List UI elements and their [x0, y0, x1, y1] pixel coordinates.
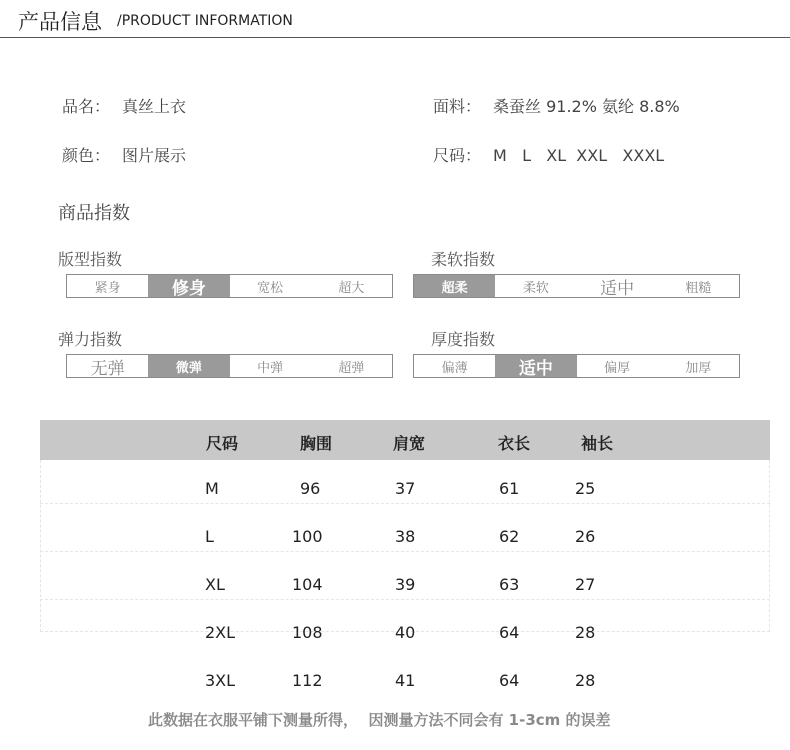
table-cell: 62	[499, 527, 520, 546]
table-cell: 25	[575, 479, 596, 498]
table-row-divider	[40, 503, 770, 504]
table-header-shoulder: 肩宽	[393, 434, 426, 453]
table-cell: XL	[205, 575, 225, 594]
info-fabric-label: 面料：	[433, 97, 482, 116]
table-cell: 41	[395, 671, 416, 690]
fit-option: 紧身	[94, 280, 121, 296]
info-size-label: 尺码：	[433, 146, 482, 165]
info-size-value: M L XL XXL XXXL	[493, 146, 665, 165]
table-cell: 100	[292, 527, 323, 546]
thickness-option: 加厚	[685, 360, 712, 376]
table-cell: 108	[292, 623, 323, 642]
table-cell: 64	[499, 623, 520, 642]
info-name-value: 真丝上衣	[122, 97, 187, 116]
table-cell: 64	[499, 671, 520, 690]
info-fabric-value: 桑蚕丝 91.2% 氨纶 8.8%	[493, 97, 680, 116]
fit-index-label: 版型指数	[58, 250, 123, 269]
elasticity-index-label: 弹力指数	[58, 330, 123, 349]
thickness-index-label: 厚度指数	[431, 330, 496, 349]
elasticity-option: 超弹	[338, 360, 365, 376]
page-subtitle: /PRODUCT INFORMATION	[117, 13, 293, 29]
info-color	[62, 143, 186, 166]
table-cell: 37	[395, 479, 416, 498]
table-header-sleeve: 袖长	[581, 434, 614, 453]
table-cell: 112	[292, 671, 323, 690]
info-color-value: 图片展示	[122, 146, 187, 165]
table-cell: 38	[395, 527, 416, 546]
measurement-footnote: 此数据在衣服平铺下测量所得， 因测量方法不同会有 1-3cm 的误差	[148, 711, 611, 729]
fit-option: 超大	[338, 280, 365, 296]
table-cell: 96	[300, 479, 321, 498]
table-header-size: 尺码	[206, 434, 239, 453]
softness-index-label: 柔软指数	[431, 250, 496, 269]
fit-option: 宽松	[257, 280, 284, 296]
elasticity-option-selected: 微弹	[148, 355, 229, 377]
table-cell: L	[205, 527, 214, 546]
table-header-length: 衣长	[498, 434, 531, 453]
softness-option: 柔软	[522, 280, 549, 296]
table-cell: 28	[575, 623, 596, 642]
table-cell: 63	[499, 575, 520, 594]
softness-option-selected: 超柔	[414, 275, 495, 297]
thickness-option-selected: 适中	[495, 355, 576, 377]
info-size	[433, 143, 664, 166]
table-row-divider	[40, 551, 770, 552]
table-cell: 26	[575, 527, 596, 546]
table-cell: 2XL	[205, 623, 236, 642]
table-cell: 104	[292, 575, 323, 594]
thickness-option: 偏薄	[441, 360, 468, 376]
softness-option: 适中	[600, 278, 635, 299]
elasticity-option: 无弹	[90, 358, 125, 379]
info-fabric	[433, 94, 680, 117]
info-color-label: 颜色：	[62, 146, 111, 165]
table-cell: M	[205, 479, 219, 498]
table-cell: 61	[499, 479, 520, 498]
elasticity-index-scale	[66, 354, 393, 378]
info-name-label: 品名：	[62, 97, 111, 116]
fit-option-selected: 修身	[148, 275, 229, 297]
header-divider	[0, 37, 790, 38]
table-cell: 39	[395, 575, 416, 594]
table-cell: 27	[575, 575, 596, 594]
page-title: 产品信息	[18, 10, 102, 34]
table-row-divider	[40, 599, 770, 600]
table-cell: 40	[395, 623, 416, 642]
table-header-chest: 胸围	[300, 434, 333, 453]
thickness-option: 偏厚	[604, 360, 631, 376]
info-name	[62, 94, 186, 117]
softness-option: 粗糙	[685, 280, 712, 296]
softness-index-scale	[413, 274, 740, 298]
fit-index-scale	[66, 274, 393, 298]
elasticity-option: 中弹	[257, 360, 284, 376]
indices-title: 商品指数	[58, 203, 130, 224]
table-cell: 28	[575, 671, 596, 690]
thickness-index-scale	[413, 354, 740, 378]
table-cell: 3XL	[205, 671, 236, 690]
